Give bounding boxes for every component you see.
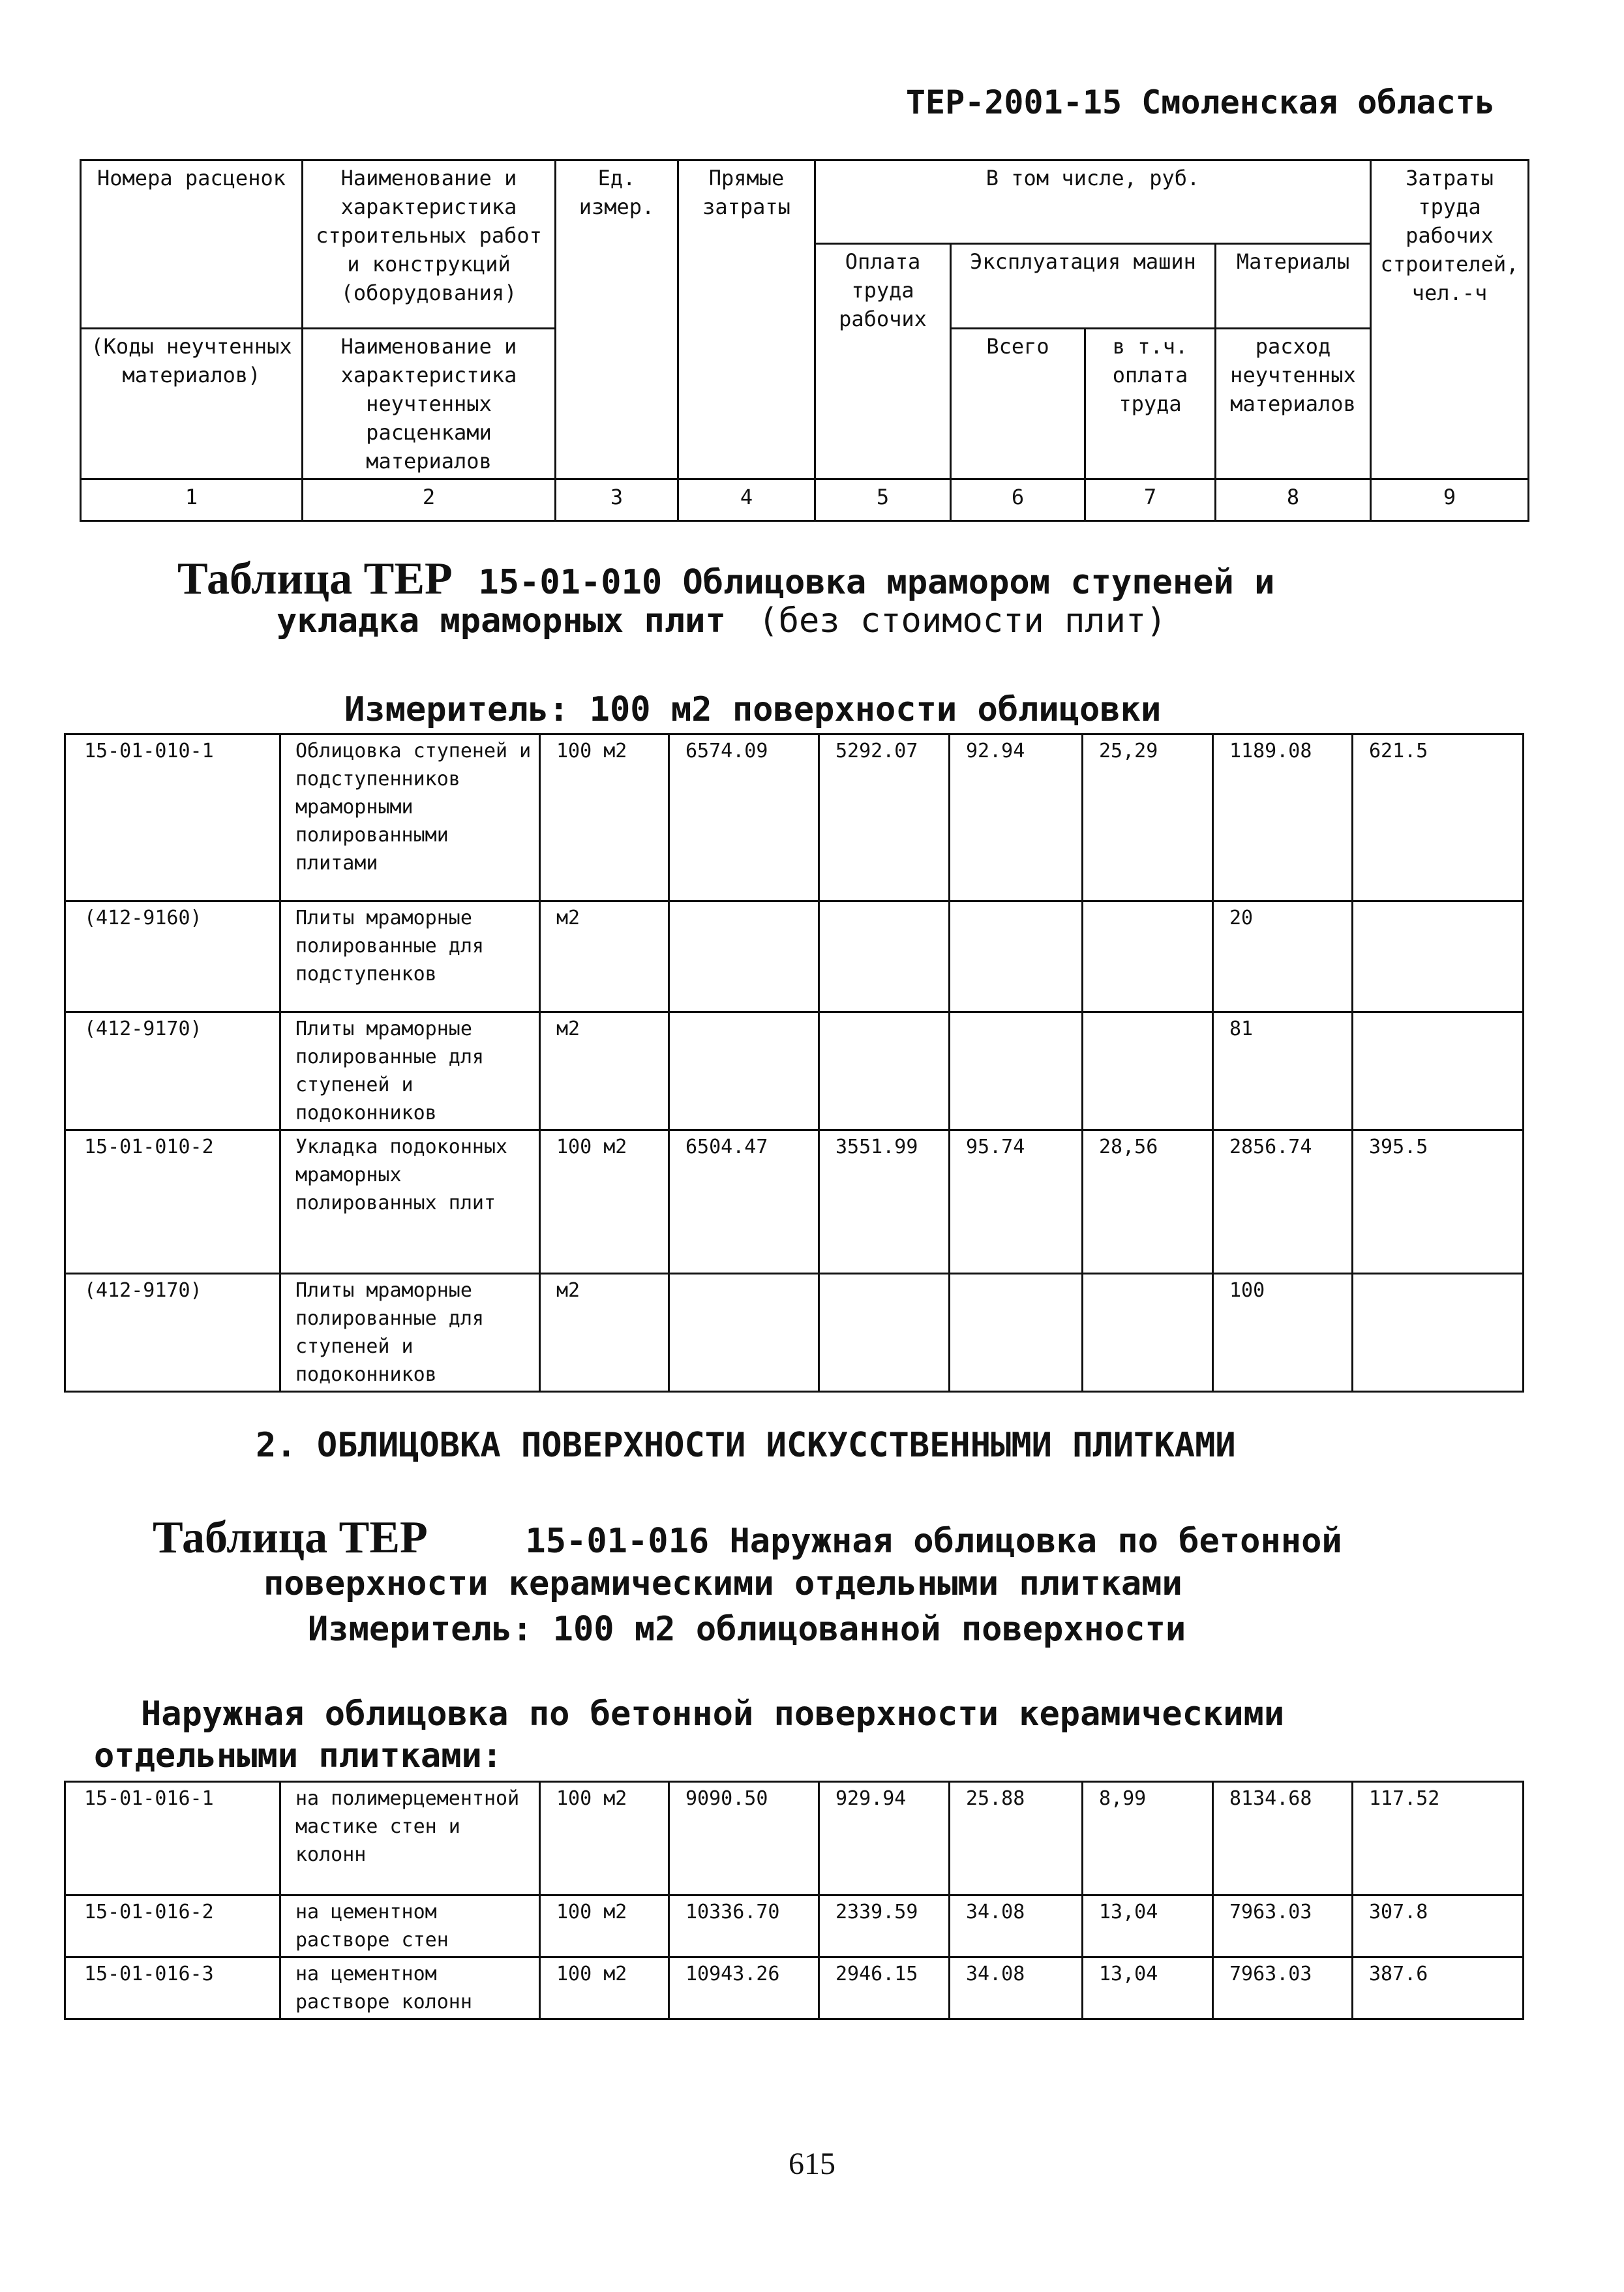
cell-name: Плиты мраморные полированные для подступенков: [280, 901, 540, 1012]
cell-mach-labor: 13,04: [1083, 1957, 1213, 2019]
column-number: 9: [1371, 479, 1529, 521]
column-number: 5: [815, 479, 951, 521]
cell-unit: м2: [540, 1274, 669, 1392]
cell-direct: 10336.70: [669, 1895, 819, 1957]
cell-materials: 81: [1213, 1012, 1353, 1130]
cell-labor: [819, 1274, 950, 1392]
cell-mach-labor: [1083, 1012, 1213, 1130]
table-row: [65, 1782, 1524, 1895]
column-number: 6: [951, 479, 1085, 521]
cell-materials: 1189.08: [1213, 734, 1353, 901]
table2-label: Таблица ТЕР: [153, 1513, 428, 1563]
section-heading: 2. ОБЛИЦОВКА ПОВЕРХНОСТИ ИСКУССТВЕННЫМИ ПЛИТКАМИ: [256, 1426, 1236, 1465]
cell-mach-total: 25.88: [950, 1782, 1083, 1895]
cell-labor-cost: 621.5: [1353, 734, 1524, 901]
cell-labor-cost: 307.8: [1353, 1895, 1524, 1957]
cell-mach-labor: 13,04: [1083, 1895, 1213, 1957]
cell-name: Укладка подоконных мраморных полированных плит: [280, 1130, 540, 1274]
cell-mach-total: 95.74: [950, 1130, 1083, 1274]
table2-measure: Измеритель: 100 м2 облицованной поверхности: [308, 1610, 1186, 1649]
cell-name: на полимерцементной мастике стен и колонн: [280, 1782, 540, 1895]
cell-labor: [819, 901, 950, 1012]
table-row: [65, 1957, 1524, 2019]
table1-note: (без стоимости плит): [758, 601, 1167, 641]
cell-labor: 2946.15: [819, 1957, 950, 2019]
header-unit: Ед. измер.: [556, 160, 678, 479]
table-row: [65, 1012, 1524, 1130]
cell-code: 15-01-016-2: [65, 1895, 280, 1957]
cell-materials: 100: [1213, 1274, 1353, 1392]
cell-mach-labor: 8,99: [1083, 1782, 1213, 1895]
cell-materials: 7963.03: [1213, 1957, 1353, 2019]
cell-unit: 100 м2: [540, 1957, 669, 2019]
cell-mach-total: 34.08: [950, 1895, 1083, 1957]
cell-labor: 929.94: [819, 1782, 950, 1895]
column-number: 1: [81, 479, 303, 521]
cell-code: (412-9160): [65, 901, 280, 1012]
cell-unit: м2: [540, 901, 669, 1012]
header-labor-cost: Затраты труда рабочих строителей, чел.-ч: [1371, 160, 1529, 479]
header-machines-pay: в т.ч. оплата труда: [1085, 329, 1216, 479]
header-machines-total: Всего: [951, 329, 1085, 479]
cell-unit: 100 м2: [540, 1895, 669, 1957]
cell-labor: [819, 1012, 950, 1130]
cell-direct: [669, 901, 819, 1012]
table2-title: Таблица ТЕР 15-01-016 Наружная облицовка по бетонной: [153, 1513, 1342, 1563]
table1-title: Таблица ТЕР 15-01-010 Облицовка мрамором ступеней и: [177, 554, 1275, 604]
table2: [64, 1781, 1524, 2020]
table1: [64, 733, 1524, 1393]
column-number: 8: [1216, 479, 1371, 521]
cell-labor: 2339.59: [819, 1895, 950, 1957]
cell-direct: 10943.26: [669, 1957, 819, 2019]
cell-name: на цементном растворе колонн: [280, 1957, 540, 2019]
cell-materials: 7963.03: [1213, 1895, 1353, 1957]
cell-unit: м2: [540, 1012, 669, 1130]
cell-labor-cost: [1353, 1274, 1524, 1392]
table1-label: Таблица ТЕР: [177, 554, 453, 604]
cell-unit: 100 м2: [540, 734, 669, 901]
header-name-top: Наименование и характеристика строительных работ и конструкций (оборудования): [303, 160, 556, 329]
cell-mach-total: [950, 1274, 1083, 1392]
cell-unit: 100 м2: [540, 1782, 669, 1895]
cell-labor-cost: 117.52: [1353, 1782, 1524, 1895]
cell-unit: 100 м2: [540, 1130, 669, 1274]
cell-labor-cost: 395.5: [1353, 1130, 1524, 1274]
cell-mach-total: [950, 1012, 1083, 1130]
cell-labor-cost: [1353, 1012, 1524, 1130]
cell-direct: 6504.47: [669, 1130, 819, 1274]
header-machines: Эксплуатация машин: [951, 244, 1216, 329]
cell-name: Плиты мраморные полированные для ступеней и подоконников: [280, 1274, 540, 1392]
table-row: [65, 901, 1524, 1012]
column-number: 4: [678, 479, 815, 521]
column-number: 7: [1085, 479, 1216, 521]
header-including: В том числе, руб.: [815, 160, 1371, 244]
page-header: ТЕР-2001-15 Смоленская область: [905, 83, 1495, 121]
cell-code: 15-01-010-1: [65, 734, 280, 901]
table1-measure: Измеритель: 100 м2 поверхности облицовки: [344, 690, 1162, 729]
header-labor-pay: Оплата труда рабочих: [815, 244, 951, 479]
cell-code: 15-01-010-2: [65, 1130, 280, 1274]
cell-code: (412-9170): [65, 1012, 280, 1130]
table-row: [65, 734, 1524, 901]
header-name-bottom: Наименование и характеристика неучтенных расценками материалов: [303, 329, 556, 479]
cell-materials: 2856.74: [1213, 1130, 1353, 1274]
cell-mach-labor: 28,56: [1083, 1130, 1213, 1274]
cell-name: Облицовка ступеней и подступенников мраморными полированными плитами: [280, 734, 540, 901]
header-direct-costs: Прямые затраты: [678, 160, 815, 479]
cell-direct: [669, 1274, 819, 1392]
cell-direct: 9090.50: [669, 1782, 819, 1895]
cell-mach-labor: [1083, 1274, 1213, 1392]
header-numbers-top: Номера расценок: [81, 160, 303, 329]
cell-code: 15-01-016-3: [65, 1957, 280, 2019]
cell-labor: 5292.07: [819, 734, 950, 901]
cell-code: 15-01-016-1: [65, 1782, 280, 1895]
cell-labor: 3551.99: [819, 1130, 950, 1274]
header-numbers-bottom: (Коды неучтенных материалов): [81, 329, 303, 479]
cell-direct: 6574.09: [669, 734, 819, 901]
cell-mach-total: [950, 901, 1083, 1012]
cell-name: на цементном растворе стен: [280, 1895, 540, 1957]
cell-mach-labor: [1083, 901, 1213, 1012]
cell-materials: 8134.68: [1213, 1782, 1353, 1895]
table2-subheading: Наружная облицовка по бетонной поверхности керамическими: [141, 1695, 1285, 1734]
cell-mach-labor: 25,29: [1083, 734, 1213, 901]
cell-name: Плиты мраморные полированные для ступеней и подоконников: [280, 1012, 540, 1130]
cell-labor-cost: 387.6: [1353, 1957, 1524, 2019]
cell-materials: 20: [1213, 901, 1353, 1012]
table-row: [65, 1274, 1524, 1392]
column-number: 2: [303, 479, 556, 521]
cell-labor-cost: [1353, 901, 1524, 1012]
page-number: 615: [789, 2147, 835, 2181]
cell-direct: [669, 1012, 819, 1130]
cell-code: (412-9170): [65, 1274, 280, 1392]
table-row: [65, 1130, 1524, 1274]
table-row: [65, 1895, 1524, 1957]
cell-mach-total: 92.94: [950, 734, 1083, 901]
cell-mach-total: 34.08: [950, 1957, 1083, 2019]
column-header-table: [80, 159, 1529, 522]
column-number: 3: [556, 479, 678, 521]
header-materials-sub: расход неучтенных материалов: [1216, 329, 1371, 479]
header-materials: Материалы: [1216, 244, 1371, 329]
